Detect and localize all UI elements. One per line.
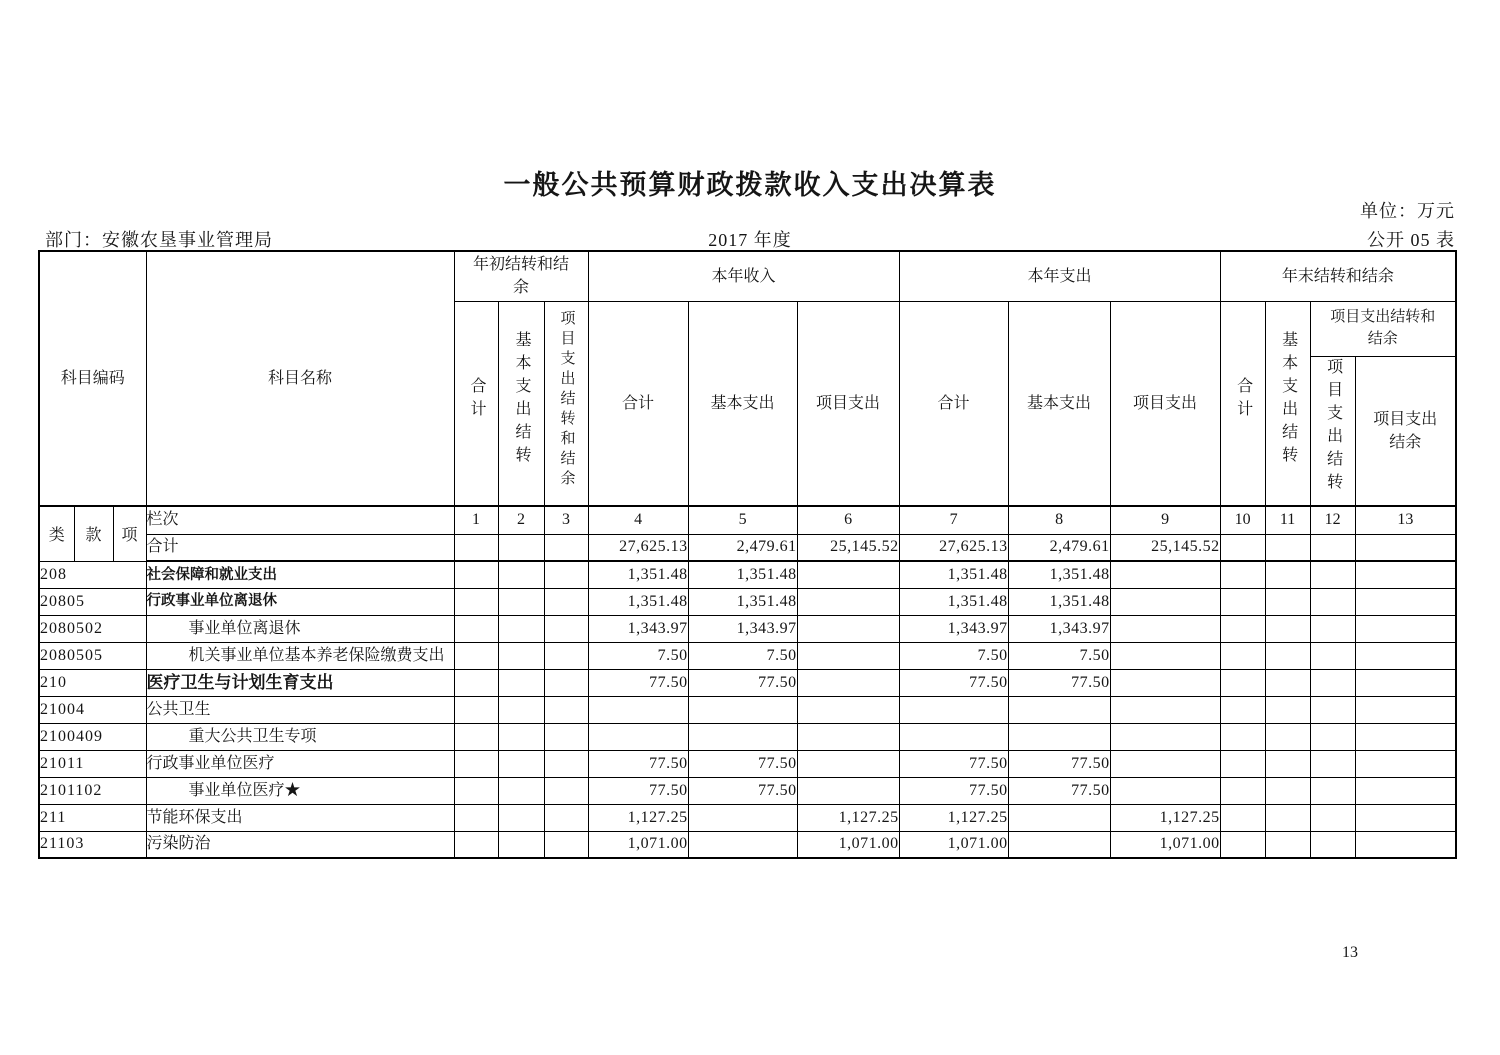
lane-label-cell: 栏次: [146, 506, 454, 534]
subject-code-cell: 211: [39, 804, 146, 831]
item-label-cell: 项: [113, 506, 146, 561]
value-cell: 77.50: [688, 777, 797, 804]
value-cell: [498, 534, 544, 561]
value-cell: [1355, 750, 1456, 777]
value-cell: 1,071.00: [899, 831, 1008, 858]
value-cell: 7.50: [899, 642, 1008, 669]
subject-code-header: 科目编码: [39, 251, 146, 506]
value-cell: [498, 750, 544, 777]
value-cell: 1,071.00: [797, 831, 899, 858]
begin-total-label: 合计: [468, 376, 486, 423]
value-cell: 2,479.61: [1008, 534, 1110, 561]
value-cell: 77.50: [688, 669, 797, 696]
expense-total-header: 合计: [899, 301, 1008, 506]
value-cell: [797, 642, 899, 669]
value-cell: [454, 642, 498, 669]
subject-name-cell: 行政事业单位医疗: [146, 750, 454, 777]
subject-code-cell: 21103: [39, 831, 146, 858]
value-cell: [1310, 561, 1355, 588]
value-cell: [454, 777, 498, 804]
income-group-header: 本年收入: [588, 251, 899, 301]
value-cell: [1220, 831, 1265, 858]
value-cell: [1220, 588, 1265, 615]
value-cell: [1220, 723, 1265, 750]
value-cell: 25,145.52: [797, 534, 899, 561]
value-cell: [1355, 669, 1456, 696]
table-number-label: 公开 05 表: [1367, 230, 1455, 250]
subject-name-cell: 事业单位医疗★: [146, 777, 454, 804]
value-cell: 1,071.00: [588, 831, 688, 858]
value-cell: [544, 777, 588, 804]
value-cell: [899, 696, 1008, 723]
value-cell: [454, 804, 498, 831]
value-cell: [1220, 534, 1265, 561]
value-cell: 1,351.48: [688, 561, 797, 588]
value-cell: 25,145.52: [1110, 534, 1220, 561]
value-cell: [1355, 723, 1456, 750]
expense-group-header: 本年支出: [899, 251, 1220, 301]
end-project-carryover-header: [1310, 356, 1355, 506]
subject-code-cell: 2080502: [39, 615, 146, 642]
value-cell: 1,343.97: [899, 615, 1008, 642]
subject-code-cell: 208: [39, 561, 146, 588]
value-cell: 77.50: [899, 777, 1008, 804]
value-cell: [1220, 804, 1265, 831]
value-cell: [1265, 588, 1310, 615]
value-cell: 1,351.48: [688, 588, 797, 615]
subject-name-cell: 重大公共卫生专项: [146, 723, 454, 750]
value-cell: [797, 669, 899, 696]
value-cell: 27,625.13: [588, 534, 688, 561]
value-cell: [498, 831, 544, 858]
value-cell: 77.50: [588, 669, 688, 696]
lane-number: 9: [1110, 506, 1220, 534]
value-cell: 1,127.25: [899, 804, 1008, 831]
value-cell: [588, 696, 688, 723]
value-cell: [544, 804, 588, 831]
table-row: [39, 750, 1456, 777]
value-cell: [544, 669, 588, 696]
value-cell: [1265, 777, 1310, 804]
value-cell: 77.50: [1008, 777, 1110, 804]
value-cell: [1355, 777, 1456, 804]
value-cell: [1310, 723, 1355, 750]
value-cell: 7.50: [1008, 642, 1110, 669]
end-project-balance-header: [1355, 356, 1456, 506]
value-cell: [588, 723, 688, 750]
income-total-header: 合计: [588, 301, 688, 506]
value-cell: 77.50: [1008, 750, 1110, 777]
value-cell: [498, 588, 544, 615]
value-cell: [1110, 723, 1220, 750]
value-cell: [1110, 642, 1220, 669]
value-cell: [797, 588, 899, 615]
value-cell: 77.50: [688, 750, 797, 777]
value-cell: [1310, 642, 1355, 669]
subject-name-cell: 行政事业单位离退休: [146, 588, 454, 615]
value-cell: [1310, 831, 1355, 858]
value-cell: [797, 615, 899, 642]
value-cell: [1265, 750, 1310, 777]
value-cell: [797, 777, 899, 804]
value-cell: 1,127.25: [588, 804, 688, 831]
begin-basic-carryover-header: [498, 301, 544, 506]
subject-name-cell: 社会保障和就业支出: [146, 561, 454, 588]
table-row: [39, 615, 1456, 642]
value-cell: [688, 723, 797, 750]
value-cell: [1355, 615, 1456, 642]
value-cell: [454, 723, 498, 750]
value-cell: [544, 642, 588, 669]
value-cell: [1110, 696, 1220, 723]
value-cell: [498, 615, 544, 642]
subject-code-cell: 21011: [39, 750, 146, 777]
begin-total-header: [454, 301, 498, 506]
end-project-carryover-label: 项目支出结转: [1324, 358, 1342, 497]
header-group-row: [39, 251, 1456, 301]
value-cell: [1008, 723, 1110, 750]
value-cell: [1310, 750, 1355, 777]
value-cell: [498, 723, 544, 750]
value-cell: [1265, 804, 1310, 831]
year-label: 2017 年度: [708, 230, 792, 250]
end-basic-carryover-label: 基本支出结转: [1279, 330, 1297, 469]
value-cell: [1355, 831, 1456, 858]
value-cell: [544, 615, 588, 642]
value-cell: [1355, 561, 1456, 588]
value-cell: [1310, 534, 1355, 561]
section-label-cell: 款: [74, 506, 113, 561]
lane-number: 5: [688, 506, 797, 534]
lane-number: 11: [1265, 506, 1310, 534]
value-cell: [544, 561, 588, 588]
subject-name-cell: 公共卫生: [146, 696, 454, 723]
subject-code-cell: 2101102: [39, 777, 146, 804]
table-row: [39, 561, 1456, 588]
value-cell: [1265, 696, 1310, 723]
value-cell: 1,351.48: [1008, 588, 1110, 615]
table-row: [39, 696, 1456, 723]
value-cell: [1310, 615, 1355, 642]
subject-name-cell: 污染防治: [146, 831, 454, 858]
lane-row: [39, 506, 1456, 534]
value-cell: 2,479.61: [688, 534, 797, 561]
lane-number: 10: [1220, 506, 1265, 534]
value-cell: [1110, 561, 1220, 588]
value-cell: 1,351.48: [899, 588, 1008, 615]
value-cell: [544, 534, 588, 561]
table-row: [39, 804, 1456, 831]
subject-name-cell: 机关事业单位基本养老保险缴费支出: [146, 642, 454, 669]
value-cell: [1220, 561, 1265, 588]
subject-name-header: 科目名称: [146, 251, 454, 506]
department-label: 部门：安徽农垦事业管理局: [45, 230, 273, 250]
value-cell: [454, 588, 498, 615]
value-cell: [1220, 642, 1265, 669]
table-row: [39, 588, 1456, 615]
value-cell: [1265, 534, 1310, 561]
lane-number: 2: [498, 506, 544, 534]
value-cell: [498, 669, 544, 696]
value-cell: [1220, 669, 1265, 696]
end-project-carryover-balance-group-header: [1310, 301, 1456, 356]
value-cell: 1,351.48: [1008, 561, 1110, 588]
table-row: [39, 831, 1456, 858]
page-number: 13: [1342, 944, 1358, 961]
end-total-label: 合计: [1234, 376, 1252, 423]
value-cell: 1,351.48: [588, 588, 688, 615]
end-project-balance-label: 项目支出结余: [1373, 410, 1438, 451]
value-cell: [454, 831, 498, 858]
value-cell: [797, 723, 899, 750]
value-cell: [1265, 642, 1310, 669]
value-cell: [1310, 777, 1355, 804]
value-cell: [1110, 615, 1220, 642]
value-cell: [454, 750, 498, 777]
final-accounts-table: [38, 250, 1457, 859]
value-cell: [454, 534, 498, 561]
value-cell: [1355, 696, 1456, 723]
value-cell: [797, 561, 899, 588]
value-cell: [1265, 669, 1310, 696]
value-cell: [544, 588, 588, 615]
end-total-header: [1220, 301, 1265, 506]
table-row: [39, 723, 1456, 750]
value-cell: 7.50: [688, 642, 797, 669]
value-cell: 1,351.48: [588, 561, 688, 588]
value-cell: [1008, 696, 1110, 723]
value-cell: [1008, 831, 1110, 858]
unit-label: 单位：万元: [1360, 201, 1455, 221]
value-cell: [1220, 777, 1265, 804]
subject-name-cell: 医疗卫生与计划生育支出: [146, 669, 454, 696]
value-cell: [1355, 534, 1456, 561]
subject-code-cell: 21004: [39, 696, 146, 723]
value-cell: 77.50: [588, 777, 688, 804]
lane-number: 7: [899, 506, 1008, 534]
value-cell: [1310, 669, 1355, 696]
table-row: [39, 777, 1456, 804]
value-cell: 1,071.00: [1110, 831, 1220, 858]
value-cell: [1110, 777, 1220, 804]
value-cell: [454, 669, 498, 696]
income-project-header: 项目支出: [797, 301, 899, 506]
value-cell: [454, 615, 498, 642]
value-cell: [1220, 696, 1265, 723]
begin-year-group-label: 年初结转和结余: [473, 256, 570, 297]
value-cell: [544, 750, 588, 777]
value-cell: [1008, 804, 1110, 831]
lane-number: 3: [544, 506, 588, 534]
class-label-cell: 类: [39, 506, 74, 561]
total-row-label: 合计: [146, 534, 454, 561]
value-cell: 1,351.48: [899, 561, 1008, 588]
subject-code-cell: 20805: [39, 588, 146, 615]
value-cell: [544, 723, 588, 750]
lane-number: 12: [1310, 506, 1355, 534]
value-cell: 77.50: [588, 750, 688, 777]
income-basic-header: 基本支出: [688, 301, 797, 506]
subject-code-cell: 210: [39, 669, 146, 696]
value-cell: [797, 696, 899, 723]
value-cell: [1310, 588, 1355, 615]
value-cell: 1,343.97: [588, 615, 688, 642]
value-cell: 77.50: [1008, 669, 1110, 696]
value-cell: [1110, 750, 1220, 777]
value-cell: [688, 696, 797, 723]
end-year-group-header: 年末结转和结余: [1220, 251, 1456, 301]
value-cell: [544, 696, 588, 723]
value-cell: [498, 777, 544, 804]
value-cell: [544, 831, 588, 858]
value-cell: [1265, 831, 1310, 858]
value-cell: [1310, 696, 1355, 723]
value-cell: 1,343.97: [688, 615, 797, 642]
total-row: [39, 534, 1456, 561]
value-cell: 77.50: [899, 750, 1008, 777]
end-project-carryover-balance-group-label: 项目支出结转和结余: [1330, 308, 1436, 347]
expense-basic-header: 基本支出: [1008, 301, 1110, 506]
value-cell: 77.50: [899, 669, 1008, 696]
lane-number: 6: [797, 506, 899, 534]
value-cell: [498, 642, 544, 669]
lane-number: 13: [1355, 506, 1456, 534]
end-basic-carryover-header: [1265, 301, 1310, 506]
value-cell: 27,625.13: [899, 534, 1008, 561]
begin-basic-carryover-label: 基本支出结转: [513, 330, 531, 469]
meta-row: [45, 226, 1455, 250]
value-cell: 1,127.25: [1110, 804, 1220, 831]
value-cell: 7.50: [588, 642, 688, 669]
value-cell: [1265, 615, 1310, 642]
begin-project-carryover-balance-label: 项目支出结转和结余: [558, 309, 575, 490]
value-cell: [797, 750, 899, 777]
value-cell: [1355, 804, 1456, 831]
begin-year-group-header: [454, 251, 588, 301]
value-cell: [454, 561, 498, 588]
expense-project-header: 项目支出: [1110, 301, 1220, 506]
value-cell: [1355, 588, 1456, 615]
value-cell: [1220, 750, 1265, 777]
subject-name-cell: 节能环保支出: [146, 804, 454, 831]
value-cell: [498, 696, 544, 723]
table-row: [39, 642, 1456, 669]
value-cell: [1355, 642, 1456, 669]
value-cell: [899, 723, 1008, 750]
value-cell: [498, 561, 544, 588]
page-title: 一般公共预算财政拨款收入支出决算表: [503, 170, 997, 200]
value-cell: [1310, 804, 1355, 831]
subject-code-cell: 2080505: [39, 642, 146, 669]
subject-name-cell: 事业单位离退休: [146, 615, 454, 642]
value-cell: [1110, 669, 1220, 696]
value-cell: [1110, 588, 1220, 615]
begin-project-carryover-balance-header: [544, 301, 588, 506]
value-cell: [1265, 723, 1310, 750]
value-cell: 1,343.97: [1008, 615, 1110, 642]
value-cell: [1265, 561, 1310, 588]
lane-number: 1: [454, 506, 498, 534]
value-cell: [688, 804, 797, 831]
lane-number: 4: [588, 506, 688, 534]
value-cell: [688, 831, 797, 858]
value-cell: 1,127.25: [797, 804, 899, 831]
subject-code-cell: 2100409: [39, 723, 146, 750]
value-cell: [454, 696, 498, 723]
value-cell: [1220, 615, 1265, 642]
value-cell: [498, 804, 544, 831]
table-row: [39, 669, 1456, 696]
lane-number: 8: [1008, 506, 1110, 534]
